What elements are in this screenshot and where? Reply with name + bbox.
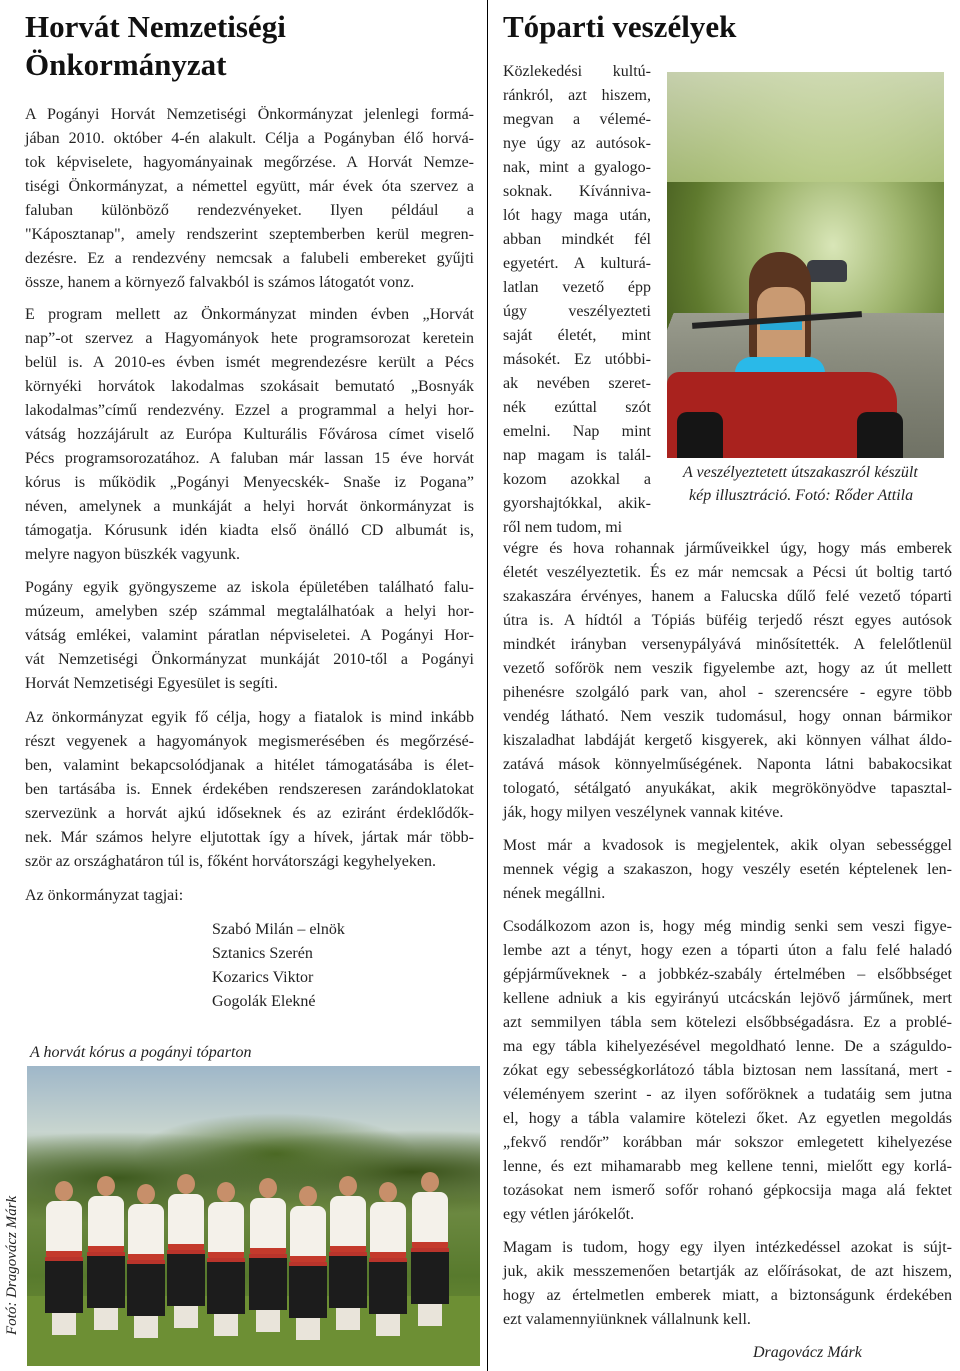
text-line: soknak. Kívánniva- [503,183,651,200]
text-line: pihenésre szolgáló park van, ahol - szerencsére - egyre több [503,684,952,701]
members-intro: Az önkormányzat tagjai: [25,887,184,904]
text-line: útra is. A hídtól a Tópiás büféig terjedő részt egyes autósok [503,612,952,629]
text-line: szervezünk a horvát ajkú időseknek és az eziránt érdeklődők- [25,805,474,822]
text-line: támogatja. Kórusunk idén kiadta első önálló CD albumát is, [25,522,474,539]
singer-figure [87,1176,125,1330]
text-line: vendég látható. Nem veszik tudomásul, hogy onnan bármikor [503,708,952,725]
singer-figure [249,1178,287,1332]
text-line: „fekvő rendőr” korábban már sokszor emlegetett kihelyezése [503,1134,952,1151]
text-line: faluban különböző rendezvényeket. Ilyen például a [25,202,474,219]
text-line: nének megállni. [503,885,606,902]
author-signature: Dragovácz Márk [753,1344,862,1361]
atv-photo-caption-line-2: kép illusztráció. Fotó: Rőder Attila [689,487,914,504]
singer-figure [369,1182,407,1336]
text-line: nap”-ot szervez a Hagyományok hete programsorozat keretein [25,330,474,347]
text-line: végre és hova rohannak járműveikkel úgy, hogy más emberek [503,540,952,557]
text-line: belül is. A 2010-es évben ismét megrendezésre került a Pécs [25,354,474,371]
text-line: Most már a kvadosok is megjelentek, akik olyan sebességgel [503,837,952,854]
right-paragraph-1-narrow [503,60,651,540]
text-line: össze, hanem a környező falvakból is számos látogatót vonz. [25,274,415,291]
text-line: ben tartásába is. Ennek érdekében rendszeresen zarándoklatokat [25,781,474,798]
text-line: életét veszélyeztetik. És ez már nemcsak a Pécsi út boltig tartó [503,564,952,581]
text-line: Közlekedési kultú- [503,63,651,80]
text-line: tiségi Önkormányzat, a némettel együtt, már évek óta szervez a [25,178,474,195]
text-line: vátság hozzájárult az Európa Kulturális Fővárosa címet viselő [25,426,474,443]
text-line: ak nevében szeret- [503,375,651,392]
text-line: gépjárműveknek - a jobbkéz-szabály értelmében – elsőbbséget [503,966,952,983]
left-article-title [25,8,286,84]
singer-figure [167,1174,205,1328]
left-paragraph-4 [25,706,474,874]
right-paragraph-4 [503,1236,952,1332]
text-line: Magam is tudom, hogy egy ilyen intézkedéssel azokat is sújt- [503,1239,952,1256]
text-line: zatává mások könnyelműségének. Naponta látni babakocsikat [503,756,952,773]
text-line: hogy az értelmetlen emberek miatt, a biztonságunk érdekében [503,1287,952,1304]
text-line: tozásokat nem ismerő sofőr rohanó gépkocsija maga alá fektet [503,1182,952,1199]
text-line: néven, amelynek a munkáját a helyi horvát önkormányzat is [25,498,474,515]
right-paragraph-3 [503,915,952,1227]
text-line: lenne, és ezt mihamarabb meg kellene tenni, mielőtt egy korlá- [503,1158,952,1175]
member-2: Sztanics Szerén [212,945,313,962]
photo-car [807,260,847,282]
text-line: tologató, sétálgató anyukákat, akik megrökönyödve tapasztal- [503,780,952,797]
text-line: ezt valamennyiünknek vállalnunk kell. [503,1311,751,1328]
member-1: Szabó Milán – elnök [212,921,345,938]
text-line: szakaszára érvényes, hanem a Falucska dűlő felé vezető tóparti [503,588,952,605]
text-line: ránkról, azt hiszem, [503,87,651,104]
choir-photo-caption: A horvát kórus a pogányi tóparton [30,1044,252,1061]
text-line: dezésre. Ez a rendezvény nemcsak a falubeli embereket gyűjti [25,250,474,267]
text-line: Az önkormányzat egyik fő célja, hogy a fiatalok is mind inkább [25,709,474,726]
text-line: lakodalmas”című rendezvény. Ezzel a programmal a helyi hor- [25,402,474,419]
text-line: zókat egy sebességkorlátozó tábla biztosan nem lassítaná, mert - [503,1062,952,1079]
text-line: nap magam is talál- [503,447,651,464]
right-paragraph-1-wide [503,537,952,825]
text-line: E program mellett az Önkormányzat minden évben „Horvát [25,306,474,323]
text-line: Pogány egyik gyöngyszeme az iskola épületében található falu- [25,579,474,596]
atv-photo [667,72,944,458]
text-line: egy vétlen járókelőt. [503,1206,635,1223]
text-line: részt vegyenek a hagyományok megismerésében és megőrzésé- [25,733,474,750]
left-title-line-1: Horvát Nemzetiségi [25,9,286,44]
text-line: lót hagy maga után, [503,207,651,224]
text-line: Horvát Nemzetiségi Egyesület is segíti. [25,675,278,692]
text-line: vát Nemzetiségi Önkormányzat munkáját 2010-től a Pogányi [25,651,474,668]
text-line: ják, hogy milyen veszélynek vannak kitéve. [503,804,784,821]
text-line: ről nem tudom, mi [503,519,623,536]
text-line: egyetért. A kulturá- [503,255,651,272]
text-line: juk, akik messzemenően betartják az előírásokat, de azt hiszem, [503,1263,952,1280]
photo-credit-vertical: Fotó: Dragovácz Márk [4,1195,20,1335]
singer-figure [207,1182,245,1336]
text-line: saját életét, mint [503,327,651,344]
member-3: Kozarics Viktor [212,969,314,986]
member-4: Gogolák Elekné [212,993,316,1010]
text-line: A Pogányi Horvát Nemzetiségi Önkormányzat jelenlegi formá- [25,106,474,123]
singer-figure [45,1181,83,1335]
text-line: vátság emlékei, valamint páratlan népviseletei. A Pogányi Hor- [25,627,474,644]
text-line: nye úgy az autósok- [503,135,651,152]
text-line: "Káposztanap", amely rendszerint szeptemberben kerül megren- [25,226,474,243]
text-line: nak, mint a gyalogo- [503,159,651,176]
text-line: úgy veszélyezteti [503,303,651,320]
column-divider [487,0,488,1371]
text-line: kórus is működik „Pogányi Menyecskék- Snaše iz Pogana” [25,474,474,491]
atv-photo-caption-line-1: A veszélyeztetett útszakaszról készült [683,464,918,481]
singer-figure [329,1176,367,1330]
text-line: ben, valamint bekapcsolódjanak a hitélet támogatásába is élet- [25,757,474,774]
text-line: mindkét irányban versenypályává minősítették. A felelőtlenül [503,636,952,653]
text-line: emelni. Nap mint [503,423,651,440]
text-line: Csodálkozom azon is, hogy még mindig senki sem veszi figye- [503,918,952,935]
text-line: lembe azt a tényt, hogy ezen a tóparti úton a falu felé haladó [503,942,952,959]
choir-photo [27,1066,480,1366]
text-line: Pécs programsorozatához. A faluban már lassan 15 éve horvát [25,450,474,467]
left-paragraph-3 [25,576,474,696]
text-line: környéki horvátok lakodalmas szokásait bemutató „Bosnyák [25,378,474,395]
text-line: ször az országhatáron túl is, főként horvátországi kegyhelyeken. [25,853,436,870]
text-line: kozom azokkal a [503,471,651,488]
text-line: azt semmilyen tábla sem kötelezi elsőbbségadásra. Ez a problé- [503,1014,952,1031]
text-line: mennek végig a szakaszon, hogy veszély esetén képtelenek len- [503,861,952,878]
text-line: nek. Már számos helyre eljutottak így a hívek, jártak már több- [25,829,474,846]
text-line: jában 2010. október 4-én alakult. Célja a Pogányban élő horvá- [25,130,474,147]
left-paragraph-1 [25,103,474,295]
text-line: gyorshajtókkal, akik- [503,495,651,512]
left-paragraph-2 [25,303,474,567]
right-paragraph-2 [503,834,952,906]
text-line: ma egy tábla kihelyezésével megoldható lenne. De a száguldo- [503,1038,952,1055]
singer-figure [411,1172,449,1326]
text-line: másokét. Ez utóbbi- [503,351,651,368]
text-line: latlan vezető épp [503,279,651,296]
text-line: megvan a vélemé- [503,111,651,128]
text-line: el, hogy a tábla valamire kötelezi őket. Az egyetlen megoldás [503,1110,952,1127]
text-line: kiszaladhat labdáját kergető kisgyerek, aki könnyen válhat áldo- [503,732,952,749]
text-line: nék ezúttal szót [503,399,651,416]
text-line: véleményem szerint - az ilyen sofőröknek a tudatáig sem jutna [503,1086,952,1103]
text-line: vezető sofőrök nem veszik figyelembe azt, hogy az út mellett [503,660,952,677]
singer-figure [289,1186,327,1340]
left-title-line-2: Önkormányzat [25,47,227,82]
text-line: melyre nagyon büszkék vagyunk. [25,546,241,563]
text-line: abban mindkét fél [503,231,651,248]
text-line: múzeum, amelyben szép számmal megtalálhatóak a helyi hor- [25,603,474,620]
text-line: kellene adniuk a kis egyirányú utcácskán lejövő járműnek, mert [503,990,952,1007]
text-line: tok képviselete, hagyományainak megőrzése. A Horvát Nemze- [25,154,474,171]
singer-figure [127,1184,165,1338]
right-article-title: Tóparti veszélyek [503,9,737,44]
